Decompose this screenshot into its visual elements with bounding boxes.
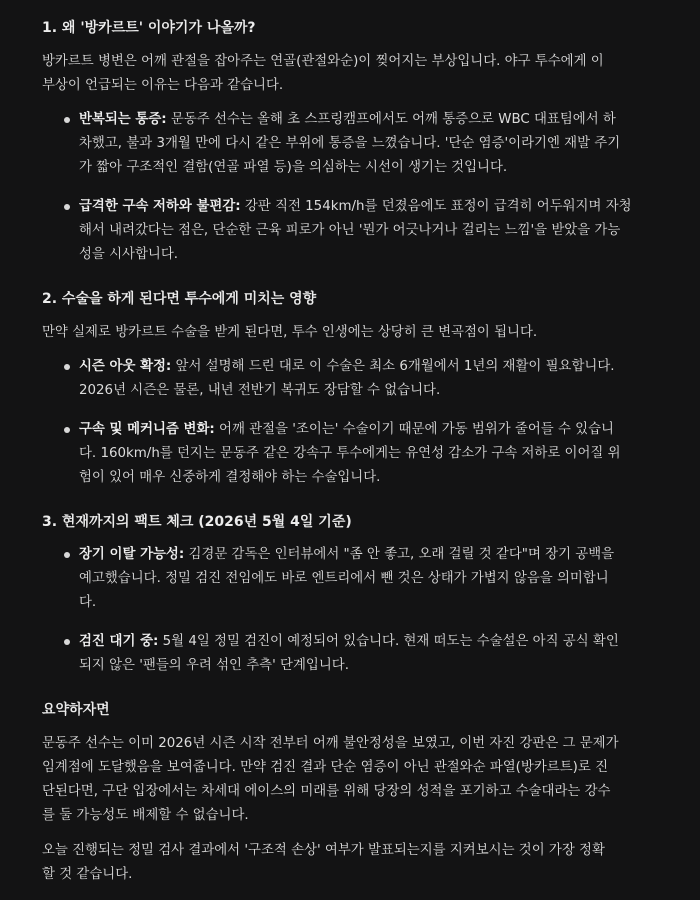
- list-item: 검진 대기 중: 5월 4일 정밀 검진이 예정되어 있습니다. 현재 떠도는 수술설은 아직 공식 확인 되지 않은 '팬들의 우려 섞인 추측' 단계입니다.: [42, 630, 678, 678]
- list-item: 구속 및 메커니즘 변화: 어깨 관절을 '조이는' 수술이기 때문에 가동 범위가 줄어들 수 있습니 다. 160km/h를 던지는 문동주 같은 강속구 투수에게는 유연성 감소가 구속 저하로 이어질 위 험이 있어 매우 신중하게 결정해야 하는 수술입니다.: [42, 418, 678, 490]
- item-label: 반복되는 통증:: [79, 112, 167, 127]
- section-2-list: [42, 355, 678, 490]
- item-label: 장기 이탈 가능성:: [79, 547, 185, 562]
- list-item: 장기 이탈 가능성: 김경문 감독은 인터뷰에서 "좀 안 좋고, 오래 걸릴 것 같다"며 장기 공백을 예고했습니다. 정밀 검진 전임에도 바로 엔트리에서 뺀 것은 상태가 가볍지 않음을 의미합니 다.: [42, 543, 678, 615]
- summary-heading: 요약하자면: [42, 702, 110, 718]
- section-3-heading: 3. 현재까지의 팩트 체크 (2026년 5월 4일 기준): [42, 514, 352, 530]
- section-1-heading: 1. 왜 '방카르트' 이야기가 나올까?: [42, 20, 256, 36]
- bullet-dot-icon: [64, 204, 70, 210]
- section-2: [42, 288, 678, 490]
- section-3-list: [42, 543, 678, 678]
- bullet-dot-icon: [64, 117, 70, 123]
- summary-paragraph: 오늘 진행되는 정밀 검사 결과에서 '구조적 손상' 여부가 발표되는지를 지켜보시는 것이 가장 정확 할 것 같습니다.: [42, 843, 605, 882]
- section-3: [42, 511, 678, 678]
- item-label: 검진 대기 중:: [79, 634, 159, 649]
- summary-section: [42, 699, 678, 887]
- bullet-dot-icon: [64, 552, 70, 558]
- item-label: 시즌 아웃 확정:: [79, 359, 172, 374]
- section-1-intro: 방카르트 병변은 어깨 관절을 잡아주는 연골(관절와순)이 찢어지는 부상입니다. 야구 투수에게 이 부상이 언급되는 이유는 다음과 같습니다.: [42, 54, 604, 93]
- list-item: 시즌 아웃 확정: 앞서 설명해 드린 대로 이 수술은 최소 6개월에서 1년의 재활이 필요합니다. 2026년 시즌은 물론, 내년 전반기 복귀도 장담할 수 없습니다.: [42, 355, 678, 403]
- section-1-list: [42, 108, 678, 267]
- summary-paragraph: 문동주 선수는 이미 2026년 시즌 시작 전부터 어깨 불안정성을 보였고, 이번 자진 강판은 그 문제가 임계점에 도달했음을 보여줍니다. 만약 검진 결과 단순 염증이 아닌 관절와순 파열(방카르트)로 진 단된다면, 구단 입장에서는 차세대 에이스의 미래를 위해 당장의 성적을 포기하고 수술대라는 강수 를 둘 가능성도 배제할 수 없습니다.: [42, 736, 619, 823]
- section-2-intro: 만약 실제로 방카르트 수술을 받게 된다면, 투수 인생에는 상당히 큰 변곡점이 됩니다.: [42, 325, 538, 340]
- list-item: 급격한 구속 저하와 불편감: 강판 직전 154km/h를 던졌음에도 표정이 급격히 어두워지며 자청 해서 내려갔다는 점은, 단순한 근육 피로가 아닌 '뭔가 어긋나거나 걸리는 느낌'을 받았을 가능 성을 시사합니다.: [42, 195, 678, 267]
- bullet-dot-icon: [64, 364, 70, 370]
- bullet-dot-icon: [64, 427, 70, 433]
- item-label: 급격한 구속 저하와 불편감:: [79, 199, 241, 214]
- section-1: [42, 17, 678, 267]
- list-item: 반복되는 통증: 문동주 선수는 올해 초 스프링캠프에서도 어깨 통증으로 WBC 대표팀에서 하 차했고, 불과 3개월 만에 다시 같은 부위에 통증을 느꼈습니다. '단순 염증'이라기엔 재발 주기 가 짧아 구조적인 결함(연골 파열 등)을 의심하는 시선이 생기는 것입니다.: [42, 108, 678, 180]
- section-2-heading: 2. 수술을 하게 된다면 투수에게 미치는 영향: [42, 291, 317, 307]
- bullet-dot-icon: [64, 639, 70, 645]
- item-label: 구속 및 메커니즘 변화:: [79, 422, 215, 437]
